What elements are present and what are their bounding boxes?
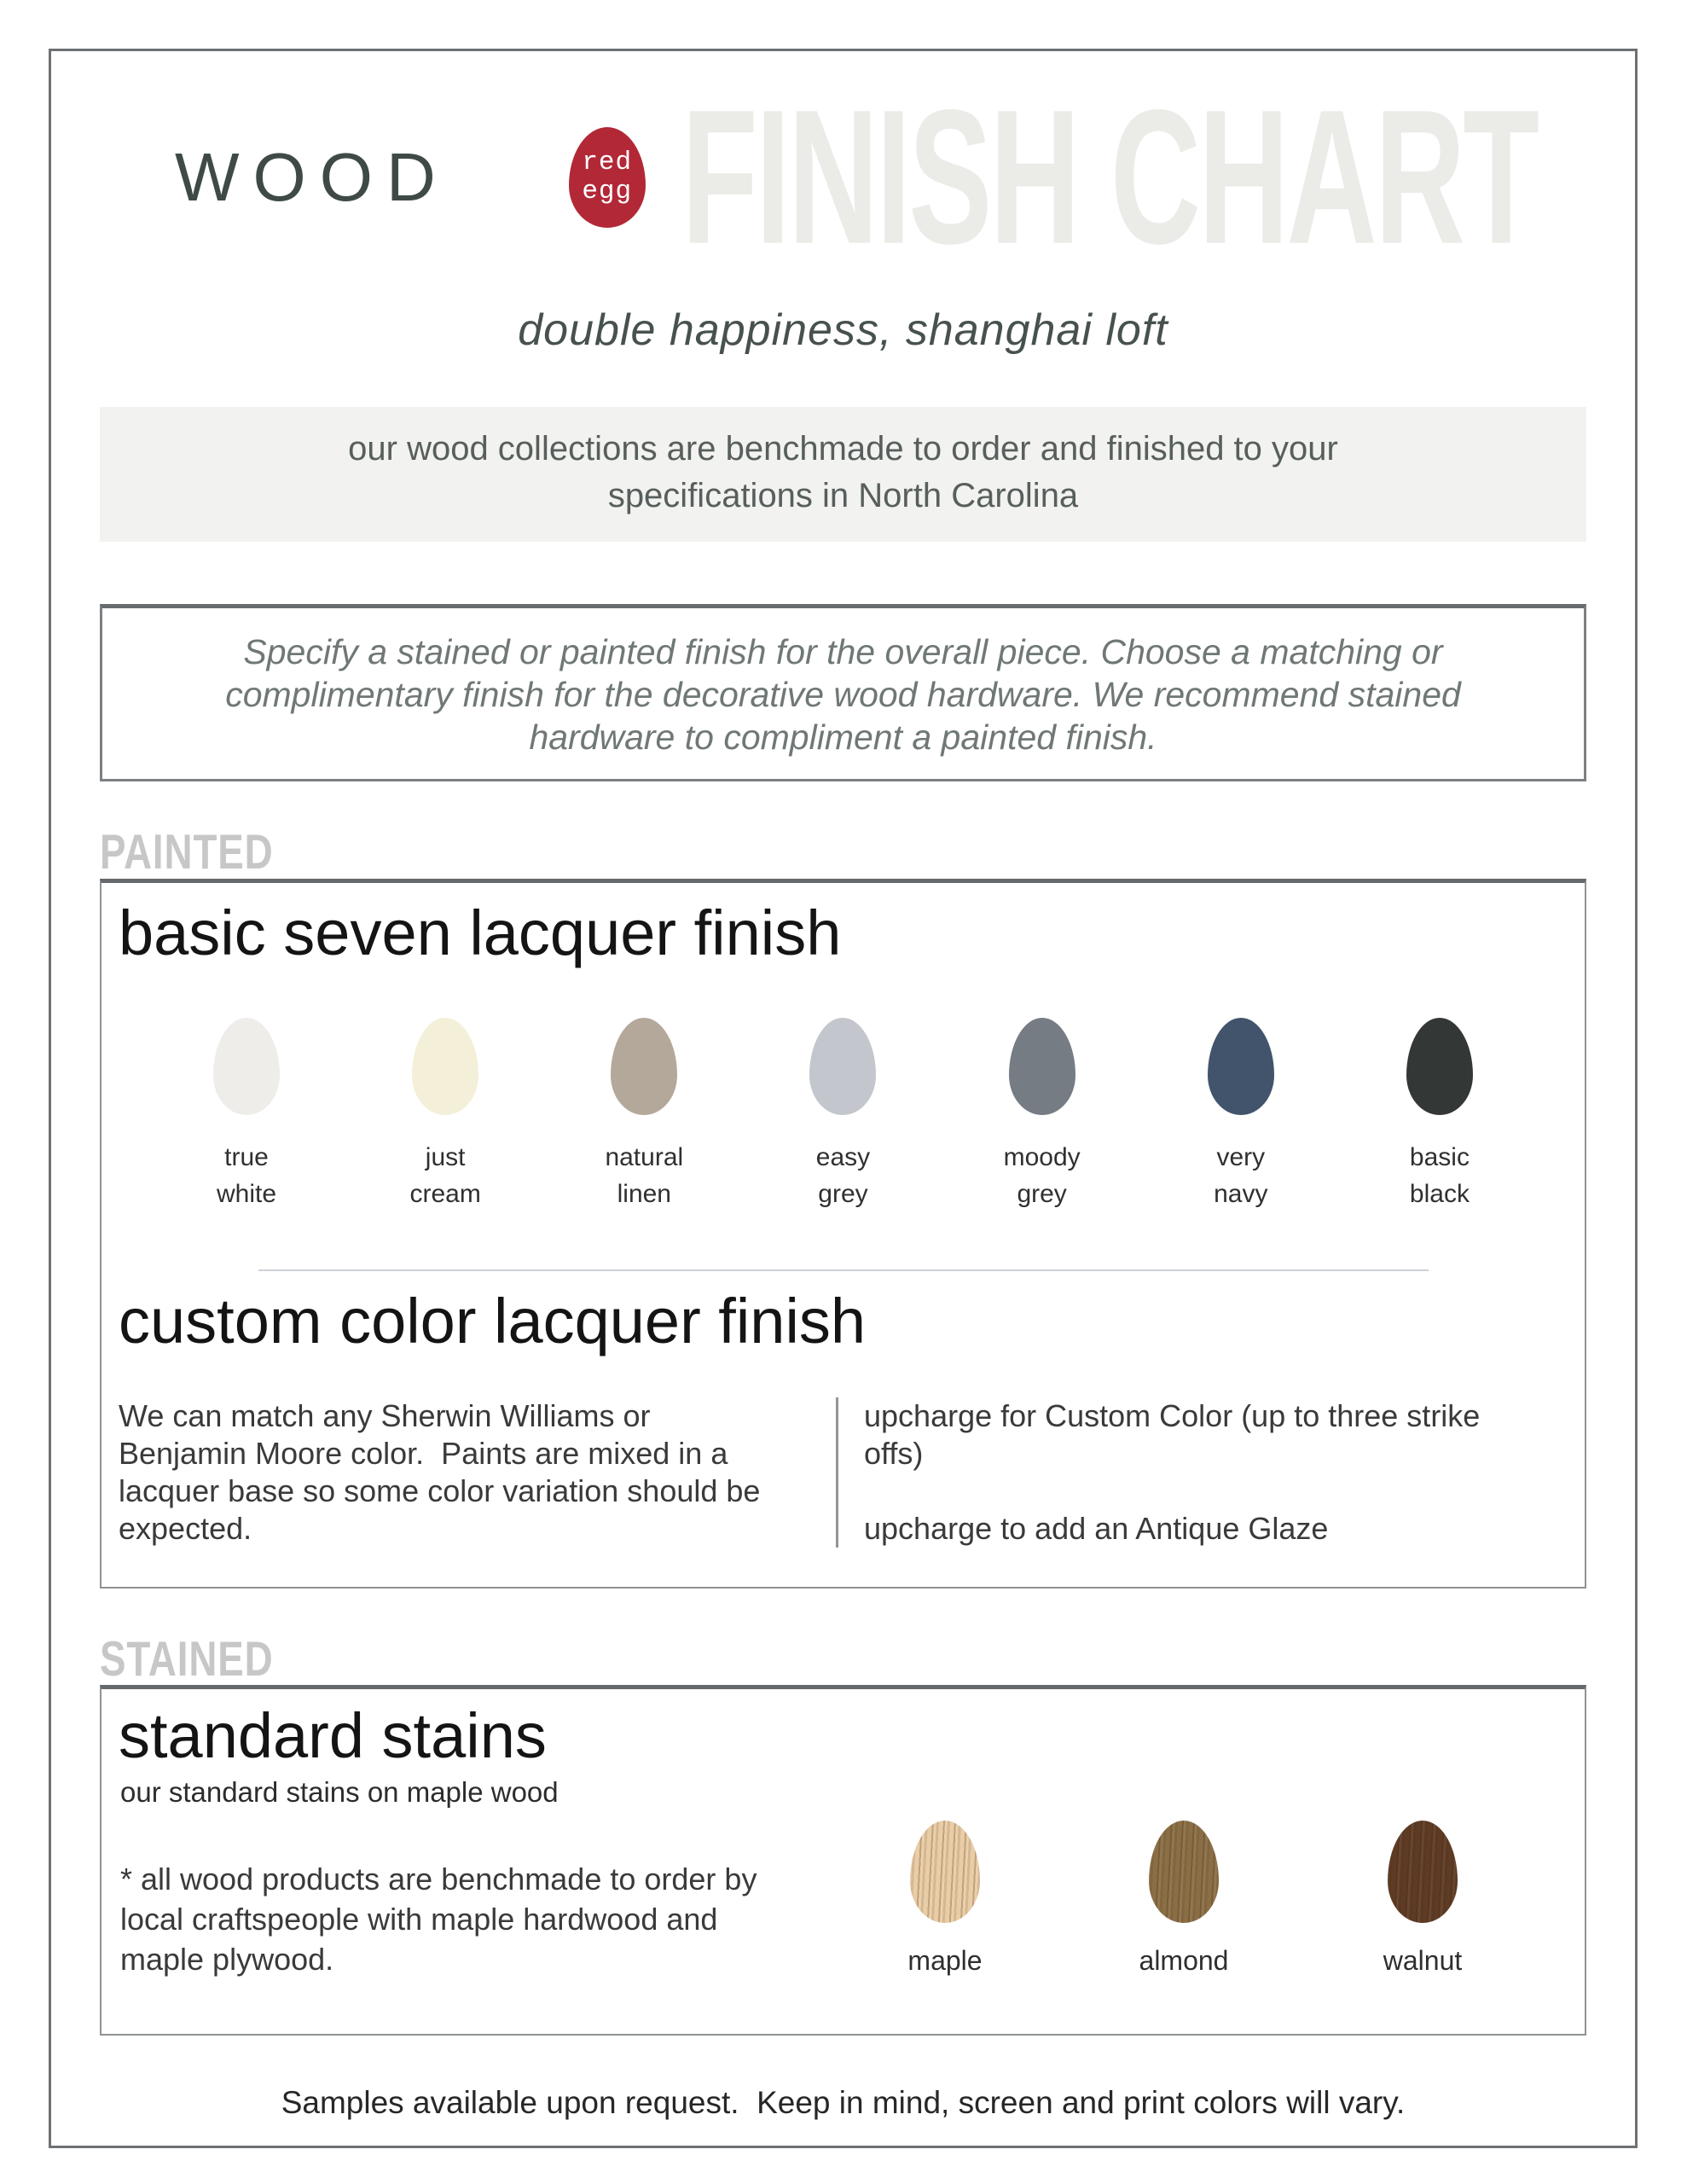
- stain-content-row: [101, 1812, 1585, 1979]
- egg-swatch-moody-grey: [1009, 1018, 1075, 1115]
- banner-text: our wood collections are benchmade to order and finished to your specifications in North Carolina: [348, 430, 1338, 515]
- logo-text-line2: egg: [582, 176, 633, 206]
- egg-swatch-true-white: [213, 1018, 280, 1115]
- logo-text-line1: red: [582, 148, 633, 178]
- stain-swatch-row: [864, 1821, 1504, 1977]
- paint-swatch-very-navy: [1177, 1018, 1305, 1213]
- swatch-label-line1: moody: [1003, 1142, 1081, 1171]
- egg-swatch-very-navy: [1208, 1018, 1274, 1115]
- section-label-stained: STAINED: [100, 1632, 274, 1687]
- page-title: FINISH CHART: [681, 70, 1537, 284]
- custom-color-heading: custom color lacquer finish: [119, 1285, 867, 1356]
- upcharge-item-antique-glaze: upcharge to add an Antique Glaze: [864, 1510, 1329, 1546]
- paint-swatch-easy-grey: [779, 1018, 907, 1213]
- egg-swatch-easy-grey: [809, 1018, 876, 1115]
- swatch-label-line1: natural: [605, 1142, 684, 1171]
- egg-swatch-just-cream: [412, 1018, 478, 1115]
- swatch-label: [816, 1139, 870, 1213]
- custom-color-upcharges: [836, 1397, 1546, 1548]
- intro-text: Specify a stained or painted finish for the overall piece. Choose a matching or complimentary finish for the decorative wood hardware. We recommend stained hardware to compliment a painted finish.: [225, 632, 1461, 758]
- swatch-label-line1: true: [224, 1142, 269, 1171]
- stain-note: * all wood products are benchmade to order by local craftspeople with maple hardwood and maple plywood.: [120, 1861, 757, 1977]
- swatch-label-line2: linen: [617, 1180, 671, 1209]
- swatch-label: [409, 1139, 480, 1213]
- section-divider: [258, 1269, 1429, 1271]
- custom-color-description: We can match any Sherwin Williams or Benjamin Moore color. Paints are mixed in a lacquer base so some color variation should be expected.: [119, 1397, 769, 1546]
- swatch-label-line2: grey: [1017, 1180, 1067, 1209]
- stain-swatch-almond: [1103, 1821, 1265, 1977]
- egg-swatch-almond: [1149, 1821, 1219, 1923]
- paint-swatch-natural-linen: [580, 1018, 708, 1213]
- stain-swatch-walnut: [1342, 1821, 1504, 1977]
- basic-seven-heading: basic seven lacquer finish: [119, 897, 842, 968]
- collection-subtitle: double happiness, shanghai loft: [518, 305, 1168, 355]
- stain-label: maple: [907, 1944, 983, 1976]
- swatch-label: [1214, 1139, 1267, 1213]
- paint-swatch-just-cream: [381, 1018, 509, 1213]
- upcharge-item-custom-color: upcharge for Custom Color (up to three strike offs): [864, 1397, 1489, 1471]
- footer-note: Samples available upon request. Keep in mind, screen and print colors will vary.: [281, 2084, 1406, 2120]
- egg-swatch-basic-black: [1406, 1018, 1473, 1115]
- custom-color-columns: [119, 1397, 1546, 1587]
- swatch-label-line1: easy: [815, 1142, 871, 1171]
- stain-swatch-maple: [864, 1821, 1026, 1977]
- stained-box: [100, 1685, 1586, 2036]
- brand-wood-title: WOOD: [175, 138, 449, 215]
- swatch-label-line2: white: [216, 1180, 277, 1209]
- swatch-label-line2: grey: [818, 1180, 868, 1209]
- intro-box: [100, 604, 1586, 781]
- standard-stains-heading: standard stains: [119, 1699, 547, 1771]
- swatch-label-line2: cream: [409, 1180, 481, 1209]
- paint-swatch-moody-grey: [978, 1018, 1106, 1213]
- swatch-label-line2: black: [1409, 1180, 1470, 1209]
- paint-swatch-basic-black: [1376, 1018, 1504, 1213]
- swatch-label-line1: just: [425, 1142, 466, 1171]
- swatch-label: [605, 1139, 683, 1213]
- painted-box: [100, 879, 1586, 1589]
- swatch-label: [1004, 1139, 1081, 1213]
- standard-stains-subheading: our standard stains on maple wood: [120, 1775, 559, 1808]
- swatch-label-line2: navy: [1214, 1180, 1268, 1209]
- banner: [100, 407, 1586, 542]
- swatch-label-line1: very: [1216, 1142, 1266, 1171]
- egg-swatch-maple: [910, 1821, 980, 1923]
- swatch-label: [1410, 1139, 1470, 1213]
- stain-label: almond: [1139, 1944, 1229, 1976]
- section-label-painted: PAINTED: [100, 825, 274, 880]
- red-egg-logo-icon: [569, 127, 646, 228]
- paint-swatch-true-white: [183, 1018, 310, 1213]
- page-title-wrap: [681, 70, 1602, 284]
- paint-swatch-row: [183, 1018, 1504, 1213]
- swatch-label-line1: basic: [1409, 1142, 1470, 1171]
- page-frame: [49, 49, 1638, 2148]
- egg-swatch-walnut: [1388, 1821, 1458, 1923]
- header: [100, 70, 1586, 284]
- stain-label: walnut: [1383, 1944, 1463, 1976]
- egg-swatch-natural-linen: [611, 1018, 677, 1115]
- swatch-label: [217, 1139, 276, 1213]
